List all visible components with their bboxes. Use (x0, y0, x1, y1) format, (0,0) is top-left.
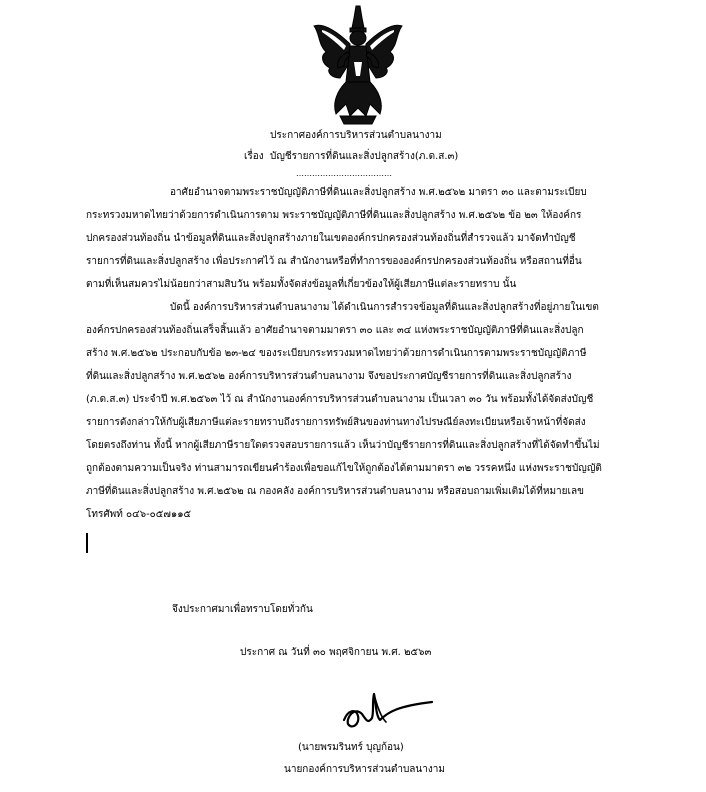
signature-icon (338, 680, 434, 734)
paragraph2-line-2: องค์กรปกครองส่วนท้องถิ่นเสร็จสิ้นแล้ว อาศัยอำนาจตามมาตรา ๓๐ และ ๓๔ แห่งพระราชบัญญัติภาษีที่ดินและสิ่งปลูก (86, 325, 584, 336)
paragraph2-line-9: ภาษีที่ดินและสิ่งปลูกสร้าง พ.ศ.๒๕๖๒ ณ กองคลัง องค์การบริหารส่วนตำบลนางาม หรือสอบถามเพิ่มเติมได้ที่หมายเลข (86, 486, 584, 497)
paragraph1-line-2: กระทรวงมหาดไทยว่าด้วยการดำเนินการตาม พระราชบัญญัติภาษีที่ดินและสิ่งปลูกสร้าง พ.ศ.๒๕๖๒ ข้อ ๒๓ ให้องค์กร (86, 210, 582, 221)
paragraph2-line-10: โทรศัพท์ ๐๔๖-๐๕๗๑๑๕ (86, 509, 192, 520)
announcement-date: ประกาศ ณ วันที่ ๓๐ พฤศจิกายน พ.ศ. ๒๕๖๓ (240, 647, 432, 658)
subject-text: บัญชีรายการที่ดินและสิ่งปลูกสร้าง(ภ.ด.ส.๓) (270, 151, 459, 162)
paragraph2-line-5: (ภ.ด.ส.๓) ประจำปี พ.ศ.๒๕๖๓ ไว้ ณ สำนักงานองค์การบริหารส่วนตำบลนางาม เป็นเวลา ๓๐ วัน พร้อมทั้งได้จัดส่งบัญชี (86, 394, 594, 405)
subject-line (244, 151, 458, 163)
separator-dots: ……………………………… (296, 169, 392, 178)
signatory-position: นายกองค์การบริหารส่วนตำบลนางาม (284, 764, 445, 775)
paragraph1-line-5: ตามที่เห็นสมควรไม่น้อยกว่าสามสิบวัน พร้อมทั้งจัดส่งข้อมูลที่เกี่ยวข้องให้ผู้เสียภาษีแต่ละรายทราบ นั้น (86, 279, 517, 290)
paragraph1-line-1: อาศัยอำนาจตามพระราชบัญญัติภาษีที่ดินและสิ่งปลูกสร้าง พ.ศ.๒๕๖๒ มาตรา ๓๐ และตามระเบียบ (170, 187, 587, 198)
garuda-emblem-icon (310, 4, 406, 126)
text-cursor[interactable] (86, 533, 88, 553)
paragraph2-line-7: โดยตรงถึงท่าน ทั้งนี้ หากผู้เสียภาษีรายใดตรวจสอบรายการแล้ว เห็นว่าบัญชีรายการที่ดินและสิ่งปลูกสร้างที่ได้จัดทำขึ้นไม่ (86, 440, 600, 451)
paragraph1-line-4: รายการที่ดินและสิ่งปลูกสร้าง เพื่อประกาศไว้ ณ สำนักงานหรือที่ทำการขององค์กรปกครองส่วนท้องถิ่น หรือสถานที่อื่น (86, 256, 582, 267)
paragraph1-line-3: ปกครองส่วนท้องถิ่น นำข้อมูลที่ดินและสิ่งปลูกสร้างภายในเขตองค์กรปกครองส่วนท้องถิ่นที่สำรวจแล้ว มาจัดทำบัญชี (86, 233, 576, 244)
paragraph2-line-4: ที่ดินและสิ่งปลูกสร้าง พ.ศ.๒๕๖๒ องค์การบริหารส่วนตำบลนางาม จึงขอประกาศบัญชีรายการที่ดินและสิ่งปลูกสร้าง (86, 371, 572, 382)
announcement-closing: จึงประกาศมาเพื่อทราบโดยทั่วกัน (172, 604, 313, 615)
document-title: ประกาศองค์การบริหารส่วนตำบลนางาม (270, 130, 442, 141)
paragraph2-line-3: สร้าง พ.ศ.๒๕๖๒ ประกอบกับข้อ ๒๓-๒๔ ของระเบียบกระทรวงมหาดไทยว่าด้วยการดำเนินการตามพระราชบัญญัติภาษี (86, 348, 587, 359)
paragraph2-line-8: ถูกต้องตามความเป็นจริง ท่านสามารถเขียนคำร้องเพื่อขอแก้ไขให้ถูกต้องได้ตามมาตรา ๓๒ วรรคหนึ่ง แห่งพระราชบัญญัติ (86, 463, 602, 474)
subject-label: เรื่อง (244, 151, 264, 162)
signatory-name: (นายพรมรินทร์ บุญก้อน) (298, 742, 404, 753)
paragraph2-line-1: บัดนี้ องค์การบริหารส่วนตำบลนางาม ได้ดำเนินการสำรวจข้อมูลที่ดินและสิ่งปลูกสร้างที่อยู่ภายในเขต (170, 302, 599, 313)
paragraph2-line-6: รายการดังกล่าวให้กับผู้เสียภาษีแต่ละรายทราบถึงรายการทรัพย์สินของท่านทางไปรษณีย์ลงทะเบียนหรือเจ้าหน้าที่จัดส่ง (86, 417, 586, 428)
